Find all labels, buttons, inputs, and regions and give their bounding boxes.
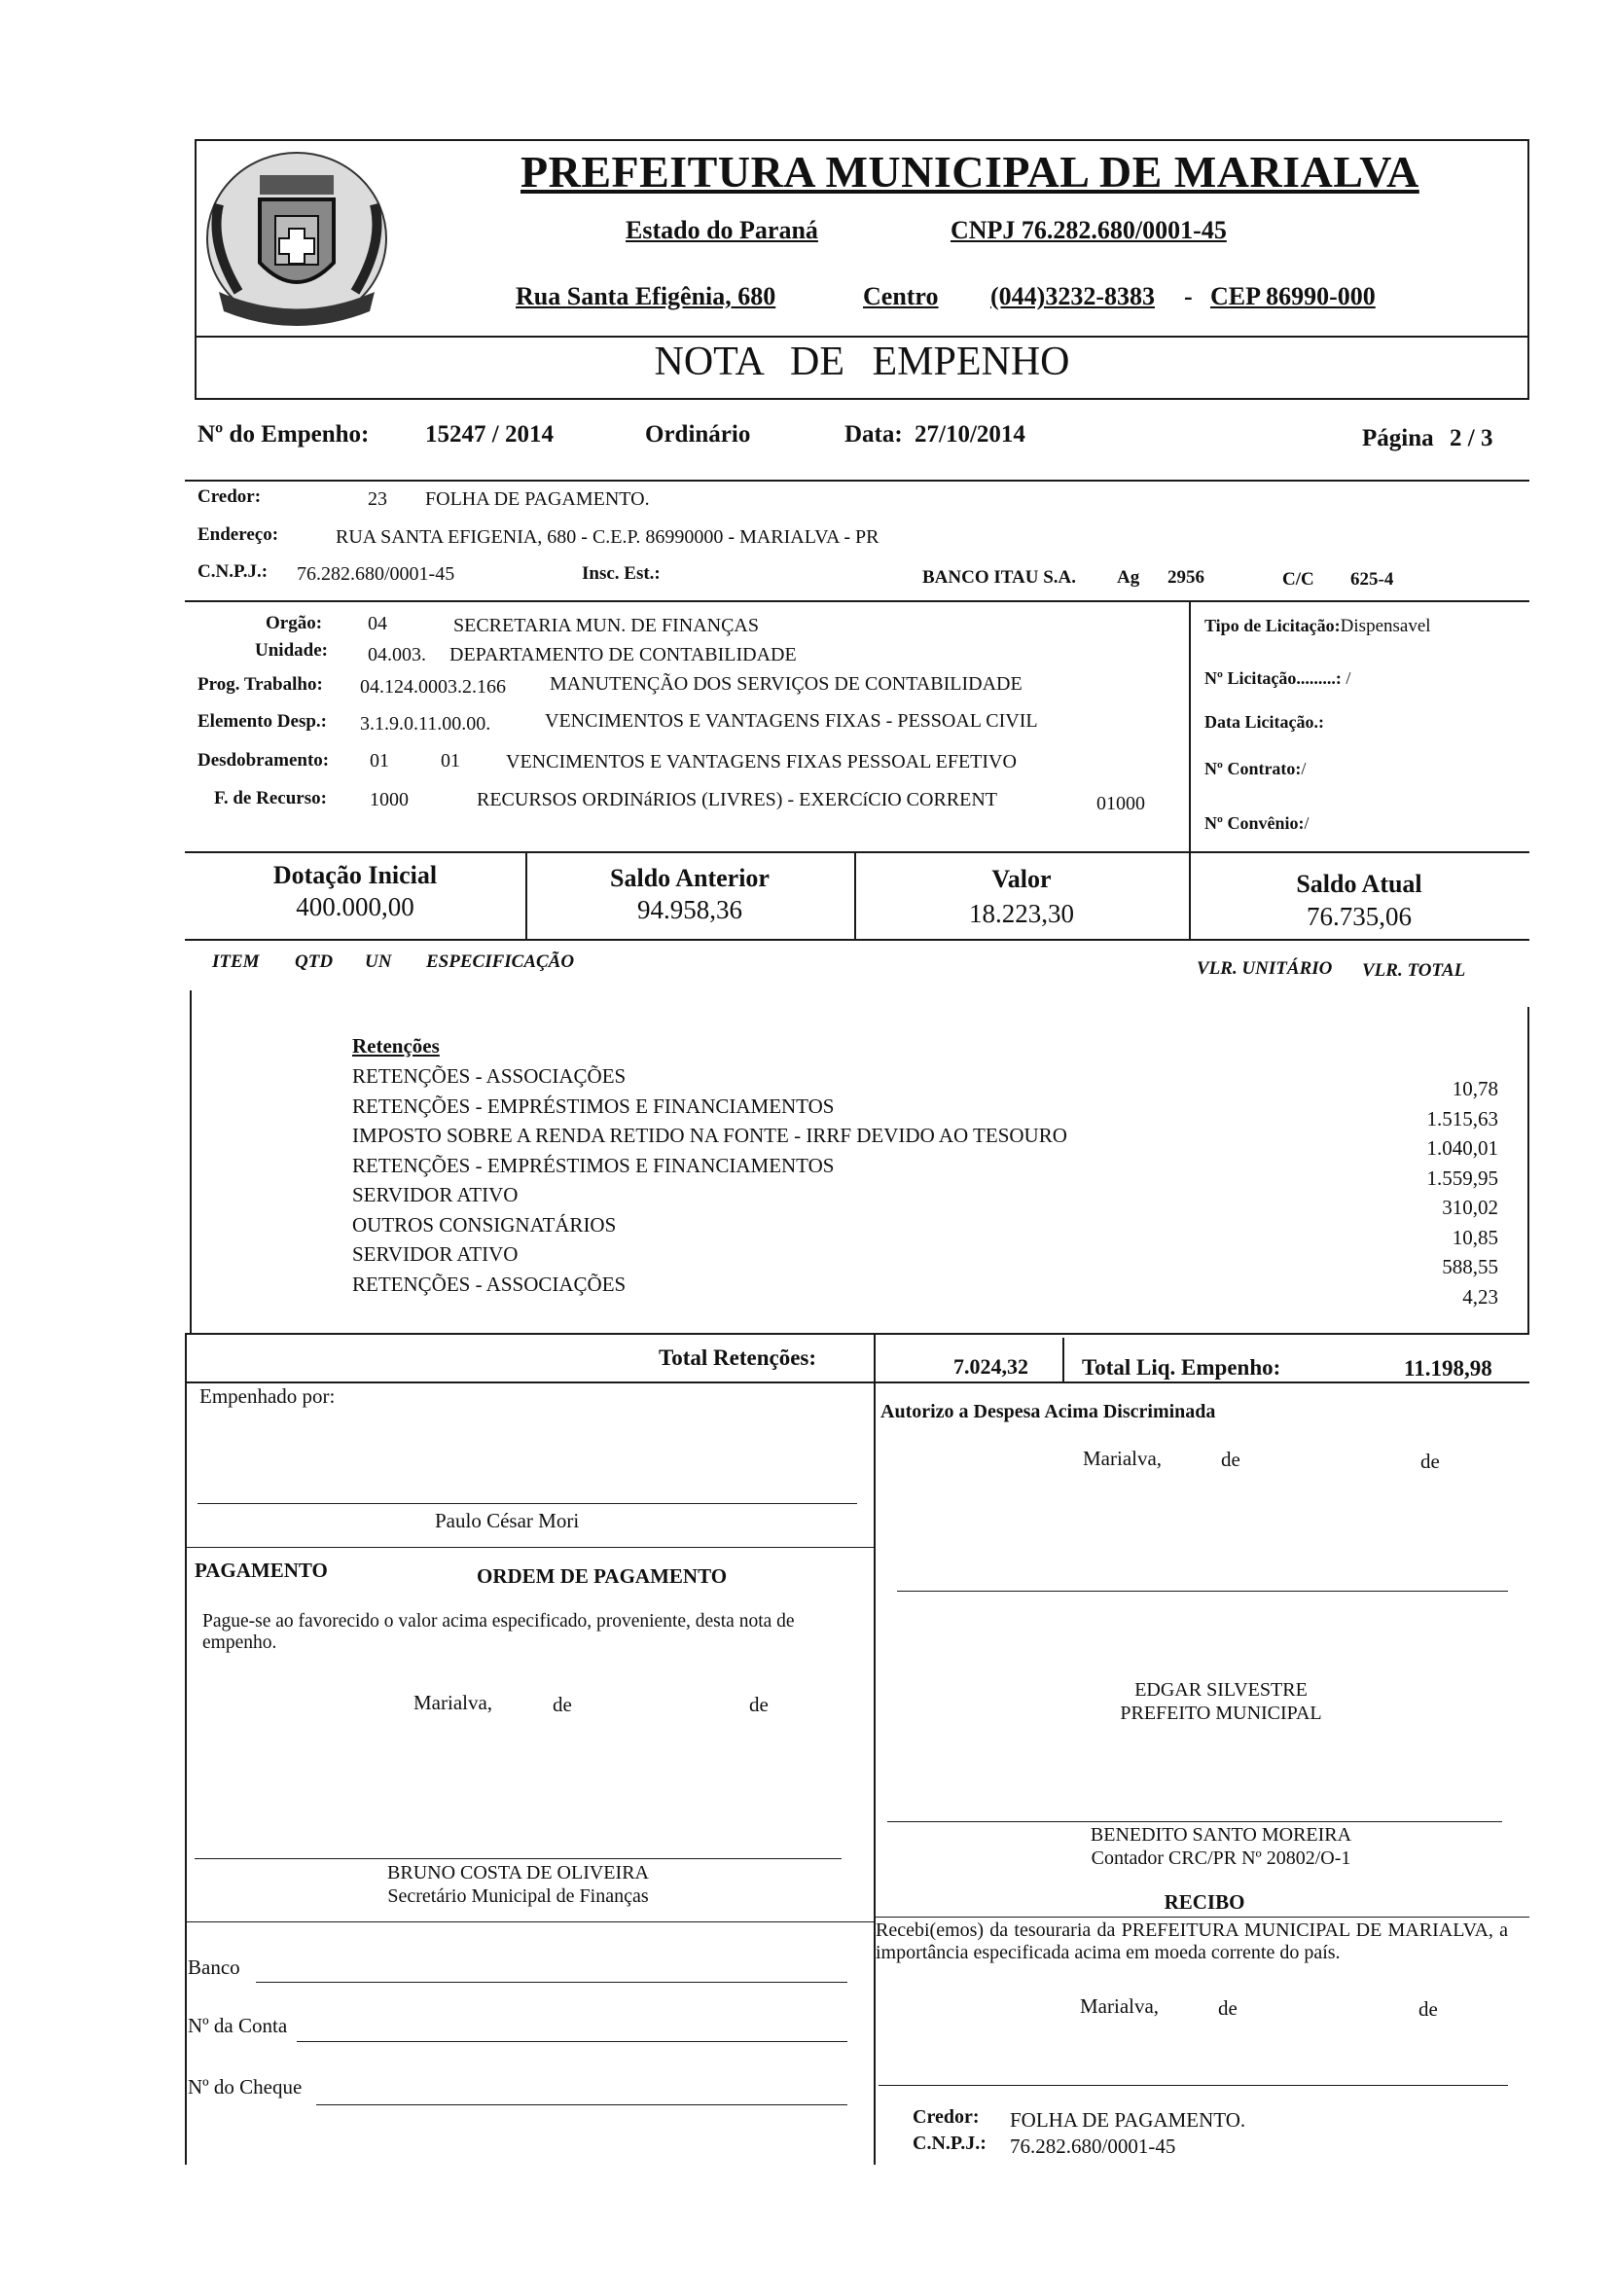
ordem-pagamento-label: ORDEM DE PAGAMENTO <box>477 1564 728 1588</box>
retencao-line: SERVIDOR ATIVO <box>352 1183 519 1206</box>
unidade-name: DEPARTAMENTO DE CONTABILIDADE <box>449 644 797 665</box>
totals-bottom-rule <box>185 1381 1529 1383</box>
licitacao-divider <box>1189 600 1191 861</box>
conta-line <box>297 2041 847 2042</box>
pague-se-text: Pague-se ao favorecido o valor acima especificado, proveniente, desta nota de empenho. <box>202 1611 795 1653</box>
balances-top-rule <box>185 851 1529 853</box>
empenho-date-label: Data: <box>844 421 903 448</box>
empenhado-por-label: Empenhado por: <box>199 1384 336 1408</box>
total-liquido-value: 11.198,98 <box>1404 1356 1492 1381</box>
totals-divider-2 <box>1062 1338 1064 1381</box>
totals-top-rule <box>185 1333 1529 1335</box>
recibo-signature-line <box>879 2085 1508 2086</box>
recibo-cnpj-label: C.N.P.J.: <box>913 2133 987 2154</box>
municipality-title: PREFEITURA MUNICIPAL DE MARIALVA <box>520 147 1419 197</box>
data-licitacao-label: Data Licitação.: <box>1204 712 1324 732</box>
secretario-signature-line <box>195 1858 842 1859</box>
page-label: Página <box>1362 425 1434 451</box>
col-qtd: QTD <box>295 951 334 972</box>
ordem-city: Marialva, <box>413 1691 493 1714</box>
agency-value: 2956 <box>1167 567 1204 588</box>
col-item: ITEM <box>212 951 260 972</box>
tipo-licitacao <box>1204 616 1431 637</box>
header-district: Centro <box>863 282 939 310</box>
total-liquido-label: Total Liq. Empenho: <box>1082 1355 1281 1380</box>
empenho-date: 27/10/2014 <box>915 421 1025 448</box>
fonte-recurso-code: 1000 <box>370 789 409 810</box>
cheque-label: Nº do Cheque <box>188 2075 303 2099</box>
balances-bottom-rule <box>185 939 1529 941</box>
col-un: UN <box>365 951 392 972</box>
orgao-label: Orgão: <box>266 613 323 633</box>
retencao-line: IMPOSTO SOBRE A RENDA RETIDO NA FONTE - IRRF DEVIDO AO TESOURO <box>352 1124 1067 1147</box>
prog-trabalho-name: MANUTENÇÃO DOS SERVIÇOS DE CONTABILIDADE <box>550 673 1023 695</box>
prefeito-role: PREFEITO MUNICIPAL <box>1120 1703 1322 1724</box>
autorizo-de-1: de <box>1221 1448 1240 1471</box>
header-cep: CEP 86990-000 <box>1210 282 1376 310</box>
ordem-de-1: de <box>553 1693 572 1716</box>
retencao-line: RETENÇÕES - EMPRÉSTIMOS E FINANCIAMENTOS <box>352 1094 835 1118</box>
numero-contrato-value: / <box>1301 759 1307 778</box>
unidade-code: 04.003. <box>368 644 426 665</box>
elemento-desp-label: Elemento Desp.: <box>197 711 327 732</box>
valor-value: 18.223,30 <box>969 899 1074 928</box>
banco-line <box>256 1982 847 1983</box>
totals-divider-1 <box>874 1333 876 1381</box>
tipo-licitacao-label: Tipo de Licitação: <box>1204 616 1341 635</box>
prog-trabalho-label: Prog. Trabalho: <box>197 674 323 695</box>
retencoes-list <box>352 1061 1067 1299</box>
contador-signature-line <box>887 1821 1502 1822</box>
numero-convenio-value: / <box>1304 813 1310 833</box>
empenhado-por-name: Paulo César Mori <box>435 1509 580 1532</box>
orgao-name: SECRETARIA MUN. DE FINANÇAS <box>453 615 759 636</box>
autorizo-text: Autorizo a Despesa Acima Discriminada <box>880 1401 1216 1422</box>
insc-est-label: Insc. Est.: <box>582 563 661 584</box>
col-especificacao: ESPECIFICAÇÃO <box>426 951 575 972</box>
document-title: NOTA DE EMPENHO <box>654 340 1070 384</box>
cheque-line <box>316 2104 847 2105</box>
numero-convenio <box>1204 813 1309 834</box>
header-cnpj: CNPJ 76.282.680/0001-45 <box>951 216 1227 244</box>
signatures-center-divider <box>874 1381 876 2165</box>
retencao-value: 10,78 <box>1452 1077 1498 1100</box>
retencao-value: 1.559,95 <box>1426 1166 1498 1190</box>
elemento-desp-code: 3.1.9.0.11.00.00. <box>360 713 491 735</box>
state-name: Estado do Paraná <box>626 216 818 244</box>
recibo-text: Recebi(emos) da tesouraria da PREFEITURA MUNICIPAL DE MARIALVA, a importância especificada acima em moeda corrente do país. <box>876 1919 1508 1963</box>
total-retencoes-value: 7.024,32 <box>953 1354 1028 1379</box>
desdobramento-code-1: 01 <box>370 750 389 771</box>
coat-of-arms-logo <box>199 146 394 331</box>
numero-contrato-label: Nº Contrato: <box>1204 759 1302 778</box>
endereco-value: RUA SANTA EFIGENIA, 680 - C.E.P. 86990000 - MARIALVA - PR <box>336 526 879 548</box>
total-retencoes-label: Total Retenções: <box>659 1345 817 1370</box>
fonte-recurso-label: F. de Recurso: <box>214 788 327 808</box>
orgao-code: 04 <box>368 613 387 634</box>
contador-name: BENEDITO SANTO MOREIRA <box>1090 1824 1352 1846</box>
contador-role: Contador CRC/PR Nº 20802/O-1 <box>1091 1848 1351 1869</box>
items-right-border <box>1527 1007 1529 1333</box>
retencao-line: RETENÇÕES - ASSOCIAÇÕES <box>352 1272 627 1296</box>
saldo-anterior-label: Saldo Anterior <box>610 864 770 892</box>
recibo-title: RECIBO <box>1164 1890 1245 1914</box>
account-label: C/C <box>1282 569 1314 590</box>
tipo-licitacao-value: Dispensavel <box>1340 616 1431 636</box>
desdobramento-code-2: 01 <box>441 750 460 771</box>
creditor-top-rule <box>185 480 1529 482</box>
retencao-value: 4,23 <box>1462 1284 1498 1309</box>
valor-label: Valor <box>991 865 1052 893</box>
empenho-number-label: Nº do Empenho: <box>197 421 370 448</box>
fonte-recurso-name: RECURSOS ORDINáRIOS (LIVRES) - EXERCíCIO CORRENT <box>477 789 998 810</box>
recibo-credor-label: Credor: <box>913 2106 980 2128</box>
autorizo-de-2: de <box>1420 1450 1440 1473</box>
recibo-credor-value: FOLHA DE PAGAMENTO. <box>1010 2108 1246 2132</box>
header-dash: - <box>1184 282 1193 310</box>
empenho-number: 15247 / 2014 <box>425 421 554 448</box>
numero-licitacao-label: Nº Licitação.........: <box>1204 668 1342 688</box>
desdobramento-label: Desdobramento: <box>197 750 330 771</box>
prefeito-name: EDGAR SILVESTRE <box>1134 1679 1308 1701</box>
retencoes-values <box>1343 1074 1498 1311</box>
autorizo-city: Marialva, <box>1083 1447 1163 1470</box>
cnpj-value: 76.282.680/0001-45 <box>297 563 455 585</box>
budget-top-rule <box>185 600 1529 602</box>
dotacao-inicial-label: Dotação Inicial <box>272 861 438 889</box>
numero-licitacao <box>1204 668 1350 689</box>
credor-name: FOLHA DE PAGAMENTO. <box>425 488 650 510</box>
retencao-line: SERVIDOR ATIVO <box>352 1242 519 1266</box>
header-divider <box>195 336 1529 338</box>
empenhado-signature-line <box>197 1503 857 1504</box>
secretario-role: Secretário Municipal de Finanças <box>387 1885 649 1907</box>
saldo-atual-label: Saldo Atual <box>1296 870 1422 898</box>
header-street: Rua Santa Efigênia, 680 <box>516 282 776 310</box>
retencao-line: RETENÇÕES - EMPRÉSTIMOS E FINANCIAMENTOS <box>352 1153 835 1177</box>
page-number: 2 / 3 <box>1450 425 1493 451</box>
col-vlr-unitario: VLR. UNITÁRIO <box>1197 958 1333 979</box>
recibo-top-rule <box>874 1917 1529 1918</box>
retencao-value: 1.040,01 <box>1426 1136 1498 1160</box>
numero-licitacao-value: / <box>1346 668 1351 688</box>
unidade-label: Unidade: <box>255 640 328 661</box>
retencao-line: RETENÇÕES - ASSOCIAÇÕES <box>352 1064 627 1088</box>
desdobramento-name: VENCIMENTOS E VANTAGENS FIXAS PESSOAL EFETIVO <box>506 751 1017 772</box>
col-vlr-total: VLR. TOTAL <box>1362 960 1466 981</box>
retencao-value: 310,02 <box>1442 1196 1498 1219</box>
recibo-de-1: de <box>1218 1996 1238 2020</box>
signatures-left-border <box>185 1333 187 2165</box>
saldo-anterior-value: 94.958,36 <box>637 895 742 924</box>
recibo-cnpj-value: 76.282.680/0001-45 <box>1010 2135 1176 2158</box>
header-phone: (044)3232-8383 <box>990 282 1155 310</box>
retencao-value: 1.515,63 <box>1426 1106 1498 1130</box>
recibo-de-2: de <box>1418 1997 1438 2021</box>
endereco-label: Endereço: <box>197 524 279 545</box>
retencao-line: OUTROS CONSIGNATÁRIOS <box>352 1212 617 1237</box>
credor-code: 23 <box>368 488 387 510</box>
banco-top-rule <box>185 1921 874 1922</box>
secretario-name: BRUNO COSTA DE OLIVEIRA <box>387 1862 649 1883</box>
dotacao-inicial-value: 400.000,00 <box>296 892 414 921</box>
prefeito-signature-line <box>897 1591 1508 1592</box>
retencao-value: 10,85 <box>1452 1225 1498 1249</box>
recibo-city: Marialva, <box>1080 1994 1160 2018</box>
elemento-desp-name: VENCIMENTOS E VANTAGENS FIXAS - PESSOAL CIVIL <box>545 710 1038 732</box>
saldo-atual-value: 76.735,06 <box>1307 902 1412 931</box>
conta-label: Nº da Conta <box>188 2014 288 2037</box>
ordem-de-2: de <box>749 1693 769 1716</box>
pagamento-label: PAGAMENTO <box>195 1559 328 1582</box>
fonte-recurso-code-2: 01000 <box>1096 793 1145 814</box>
numero-contrato <box>1204 759 1306 779</box>
retencoes-title: Retenções <box>352 1034 440 1058</box>
credor-label: Credor: <box>197 486 262 507</box>
empenho-type: Ordinário <box>645 421 751 448</box>
bank-name: BANCO ITAU S.A. <box>922 567 1077 588</box>
prog-trabalho-code: 04.124.0003.2.166 <box>360 676 506 698</box>
pagamento-top-rule <box>185 1547 874 1548</box>
numero-convenio-label: Nº Convênio: <box>1204 813 1305 833</box>
account-value: 625-4 <box>1350 569 1394 590</box>
agency-label: Ag <box>1117 567 1140 588</box>
items-left-border <box>190 990 192 1333</box>
banco-label: Banco <box>188 1955 240 1979</box>
cnpj-label: C.N.P.J.: <box>197 561 269 582</box>
retencao-value: 588,55 <box>1442 1255 1498 1278</box>
